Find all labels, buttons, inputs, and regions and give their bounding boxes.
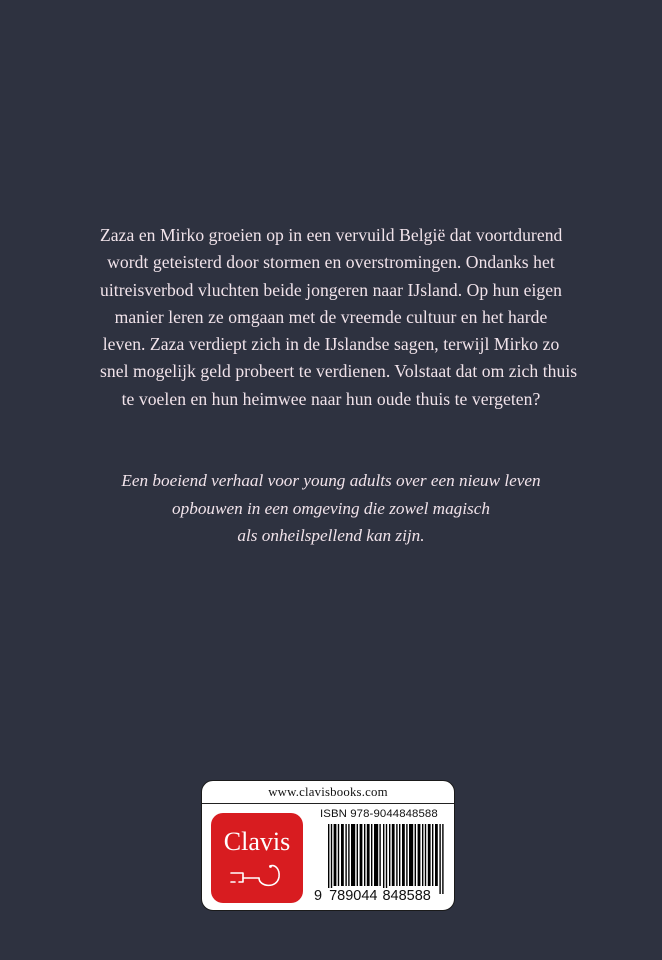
barcode — [328, 824, 444, 894]
publisher-logo — [211, 813, 303, 903]
label-divider — [202, 803, 454, 804]
publisher-barcode-label — [201, 780, 455, 911]
blurb-line: leven. Zaza verdiept zich in de IJslandse sagen, terwijl Mirko zo — [102, 334, 560, 355]
blurb-line: Zaza en Mirko groeien op in een vervuild België dat voortdurend — [100, 225, 563, 245]
blurb-line: wordt geteisterd door stormen en overstromingen. Ondanks het — [107, 252, 555, 273]
tagline-line: Een boeiend verhaal voor young adults over een nieuw leven — [121, 471, 541, 490]
blurb-line: manier leren ze omgaan met de vreemde cultuur en het harde — [114, 306, 548, 327]
publisher-logo-text: Clavis — [223, 827, 291, 856]
back-cover-blurb — [100, 222, 578, 413]
tagline-line: opbouwen in een omgeving die zowel magisch — [172, 498, 490, 518]
blurb-line: uitreisverbod vluchten beide jongeren naar IJsland. Op hun eigen — [100, 279, 562, 300]
blurb-line: snel mogelijk geld probeert te verdienen. Volstaat dat om zich thuis — [100, 361, 578, 382]
key-icon — [225, 859, 289, 893]
tagline-line: als onheilspellend kan zijn. — [237, 526, 425, 545]
barcode-digit-prefix: 9 — [314, 888, 323, 904]
barcode-digits — [313, 888, 432, 904]
barcode-digit-group-1: 789044 — [329, 888, 378, 904]
blurb-line: te voelen en hun heimwee naar hun oude thuis te vergeten? — [121, 388, 541, 409]
publisher-url[interactable]: www.clavisbooks.com — [268, 785, 388, 799]
tagline — [100, 467, 562, 550]
isbn-text: ISBN 978-9044848588 — [320, 808, 438, 820]
barcode-digit-group-2: 848588 — [382, 888, 431, 904]
